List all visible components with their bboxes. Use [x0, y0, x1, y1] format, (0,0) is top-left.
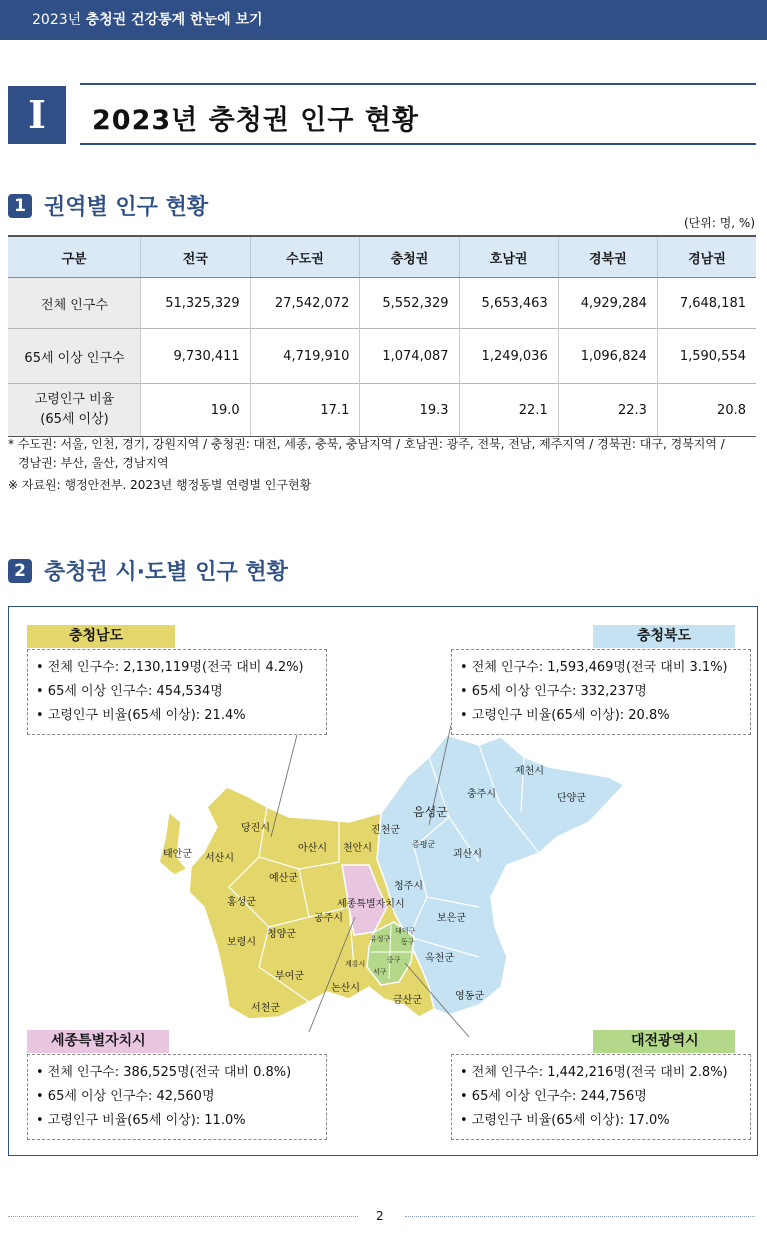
map-label: 서산시: [205, 853, 234, 864]
section-roman-badge: I: [8, 86, 66, 144]
map-label: 옥천군: [425, 953, 454, 964]
map-label: 보은군: [437, 913, 466, 924]
region-map-panel: [8, 606, 758, 1156]
map-label: 제천시: [515, 766, 544, 777]
table-cell: 22.1: [459, 384, 558, 437]
table-cell: 22.3: [558, 384, 657, 437]
table-cell: 9,730,411: [141, 329, 251, 384]
table-cell: 4,929,284: [558, 278, 657, 329]
chungbuk-elderly: • 65세 이상 인구수: 332,237명: [460, 684, 647, 699]
table-header-cell: 경북권: [558, 236, 657, 278]
table-row: [8, 329, 756, 384]
map-label: 태안군: [163, 849, 192, 860]
table-cell: 4,719,910: [250, 329, 360, 384]
footnote-2: 경남권: 부산, 울산, 경남지역: [18, 456, 169, 470]
header-title: 충청권 건강통계 한눈에 보기: [85, 12, 263, 28]
table-cell: 19.3: [360, 384, 459, 437]
table-cell: 20.8: [657, 384, 756, 437]
subsection-1-number: 1: [8, 194, 32, 218]
page-title: 2023년 충청권 인구 현황: [92, 105, 420, 136]
table-cell: 19.0: [141, 384, 251, 437]
map-label: 예산군: [269, 873, 298, 884]
map-label: 당진시: [241, 823, 270, 834]
subsection-2-title: [8, 555, 288, 586]
daejeon-ratio: • 고령인구 비율(65세 이상): 17.0%: [460, 1113, 670, 1128]
map-label: 계룡시: [345, 960, 366, 968]
map-label: 부여군: [275, 971, 304, 982]
map-label: 영동군: [455, 991, 484, 1002]
map-label: 진천군: [371, 825, 400, 836]
table-header-cell: 경남권: [657, 236, 756, 278]
sejong-elderly: • 65세 이상 인구수: 42,560명: [36, 1089, 215, 1104]
map-label: 증평군: [412, 840, 436, 849]
map-label: 천안시: [343, 843, 372, 854]
table-header-cell: 수도권: [250, 236, 360, 278]
table-row: [8, 384, 756, 437]
table-cell: 17.1: [250, 384, 360, 437]
chungnam-elderly: • 65세 이상 인구수: 454,534명: [36, 684, 223, 699]
footer-divider-left: [8, 1216, 358, 1217]
table-header-row: [8, 236, 756, 278]
map-label: 유성구: [370, 935, 391, 943]
map-label: 대덕구: [395, 927, 416, 935]
sejong-info-box: [27, 1054, 327, 1140]
row-label: [8, 384, 141, 437]
map-label: 홍성군: [227, 897, 256, 908]
chungnam-total: • 전체 인구수: 2,130,119명(전국 대비 4.2%): [36, 660, 304, 675]
map-label: 아산시: [298, 843, 327, 854]
map-label: 음성군: [413, 805, 448, 819]
daejeon-total: • 전체 인구수: 1,442,216명(전국 대비 2.8%): [460, 1065, 728, 1080]
row-label-line2: (65세 이상): [40, 412, 109, 427]
header-year: 2023년: [32, 12, 82, 28]
daejeon-info-box: [451, 1054, 751, 1140]
map-label: 서구: [373, 968, 387, 976]
map-label: 단양군: [557, 793, 586, 804]
map-label: 금산군: [393, 995, 422, 1006]
map-label: 충주시: [467, 789, 496, 800]
table-cell: 5,552,329: [360, 278, 459, 329]
footer-divider-right: [405, 1216, 755, 1217]
table-cell: 1,249,036: [459, 329, 558, 384]
page-number: 2: [376, 1209, 384, 1223]
map-label: 서천군: [251, 1003, 280, 1014]
chungnam-ratio: • 고령인구 비율(65세 이상): 21.4%: [36, 708, 246, 723]
chungbuk-ratio: • 고령인구 비율(65세 이상): 20.8%: [460, 708, 670, 723]
table-cell: 51,325,329: [141, 278, 251, 329]
map-label: 청주시: [394, 881, 423, 892]
map-label: 공주시: [314, 913, 343, 924]
table-header-cell: 전국: [141, 236, 251, 278]
unit-note: (단위: 명, %): [683, 216, 755, 230]
sejong-ratio: • 고령인구 비율(65세 이상): 11.0%: [36, 1113, 246, 1128]
header-text: [32, 9, 263, 29]
map-label: 동구: [401, 938, 415, 946]
row-label-line1: 고령인구 비율: [34, 392, 115, 407]
source-note: ※ 자료원: 행정안전부. 2023년 행정동별 연령별 인구현황: [8, 478, 312, 492]
map-label: 논산시: [331, 983, 360, 994]
population-table: [8, 235, 756, 437]
row-label: 전체 인구수: [8, 278, 141, 329]
daejeon-elderly: • 65세 이상 인구수: 244,756명: [460, 1089, 647, 1104]
map-label: 괴산시: [453, 849, 482, 860]
table-header-cell: 충청권: [360, 236, 459, 278]
map-label: 보령시: [227, 937, 256, 948]
top-header-bar: [0, 0, 767, 40]
row-label: 65세 이상 인구수: [8, 329, 141, 384]
subsection-1-text: 권역별 인구 현황: [44, 195, 209, 220]
subsection-2-text: 충청권 시·도별 인구 현황: [44, 560, 288, 585]
footnote-1: * 수도권: 서울, 인천, 경기, 강원지역 / 충청권: 대전, 세종, 충북, 충남지역 / 호남권: 광주, 전북, 전남, 제주지역 / 경북권: 대구, 경북지역 /: [8, 437, 725, 451]
table-row: [8, 278, 756, 329]
table-header-cell: 호남권: [459, 236, 558, 278]
table-cell: 5,653,463: [459, 278, 558, 329]
table-cell: 1,590,554: [657, 329, 756, 384]
table-cell: 1,074,087: [360, 329, 459, 384]
table-header-cell: 구분: [8, 236, 141, 278]
map-label: 청양군: [267, 929, 296, 940]
table-cell: 27,542,072: [250, 278, 360, 329]
section-bottom-rule: [80, 143, 756, 145]
sejong-total: • 전체 인구수: 386,525명(전국 대비 0.8%): [36, 1065, 292, 1080]
subsection-2-number: 2: [8, 559, 32, 583]
map-label: 중구: [387, 956, 401, 964]
table-cell: 7,648,181: [657, 278, 756, 329]
map-label: 세종특별자치시: [337, 899, 405, 910]
subsection-1-title: [8, 190, 208, 221]
table-cell: 1,096,824: [558, 329, 657, 384]
chungnam-info-box: [27, 649, 327, 735]
section-top-rule: [80, 83, 756, 85]
chungbuk-total: • 전체 인구수: 1,593,469명(전국 대비 3.1%): [460, 660, 728, 675]
chungbuk-header: 충청북도: [593, 625, 735, 648]
chungnam-header: 충청남도: [27, 625, 175, 648]
daejeon-header: 대전광역시: [593, 1030, 735, 1053]
sejong-header: 세종특별자치시: [27, 1030, 169, 1053]
chungbuk-info-box: [451, 649, 751, 735]
